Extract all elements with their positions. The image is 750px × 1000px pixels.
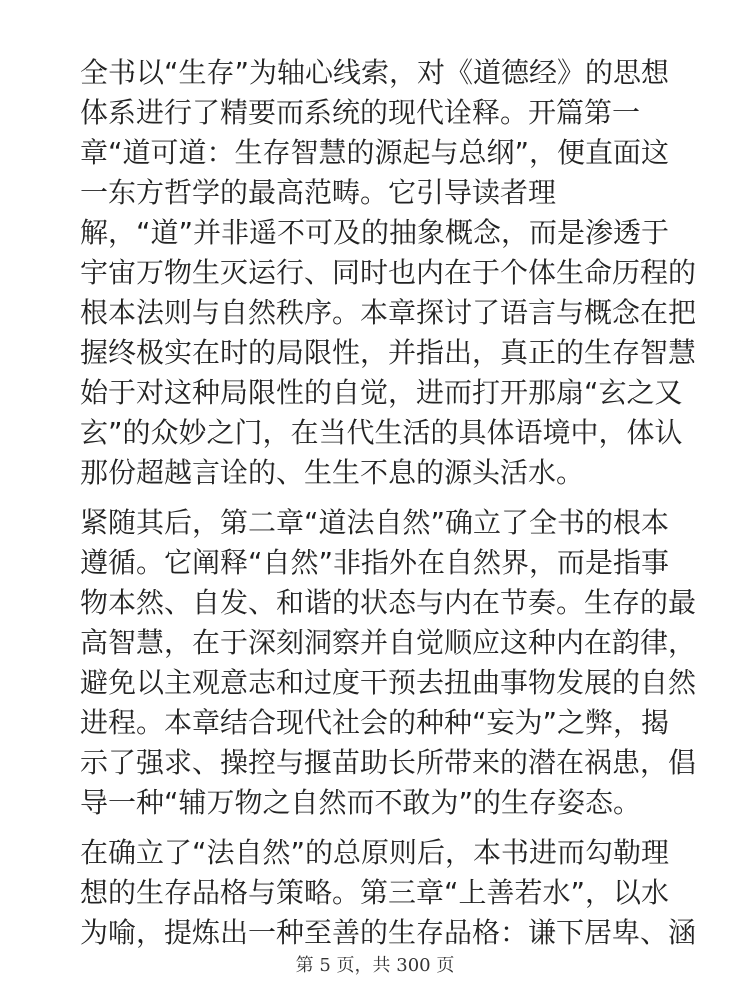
text-line: 玄”的众妙之门，在当代生活的具体语境中，体认 [80,416,683,449]
text-line: 那份超越言诠的、生生不息的源头活水。 [80,456,585,489]
paragraph-3 [80,833,697,953]
text-line: 进程。本章结合现代社会的种种“妄为”之弊，揭 [80,706,670,739]
text-line: 导一种“辅万物之自然而不敢为”的生存姿态。 [80,786,642,819]
text-line: 握终极实在时的局限性，并指出，真正的生存智慧 [80,336,697,369]
text-line: 紧随其后，第二章“道法自然”确立了全书的根本 [80,506,670,539]
text-line: 示了强求、操控与揠苗助长所带来的潜在祸患，倡 [80,746,697,779]
paragraph-1 [80,53,697,493]
text-line: 根本法则与自然秩序。本章探讨了语言与概念在把 [80,296,697,329]
page-number-footer: 第 5 页，共 300 页 [295,955,455,976]
text-line: 遵循。它阐释“自然”非指外在自然界，而是指事 [80,546,670,579]
text-line: 为喻，提炼出一种至善的生存品格：谦下居卑、涵 [80,916,697,949]
text-line: 想的生存品格与策略。第三章“上善若水”，以水 [80,876,670,909]
text-line: 高智慧，在于深刻洞察并自觉顺应这种内在韵律， [80,626,697,659]
text-line: 始于对这种局限性的自觉，进而打开那扇“玄之又 [80,376,683,409]
text-line: 宇宙万物生灭运行、同时也内在于个体生命历程的 [80,256,697,289]
paragraph-2 [80,503,697,823]
text-line: 体系进行了精要而系统的现代诠释。开篇第一 [80,96,641,129]
text-line: 解，“道”并非遥不可及的抽象概念，而是渗透于 [80,216,670,249]
text-line: 章“道可道：生存智慧的源起与总纲”，便直面这 [80,136,670,169]
text-line: 物本然、自发、和谐的状态与内在节奏。生存的最 [80,586,697,619]
text-line: 避免以主观意志和过度干预去扭曲事物发展的自然 [80,666,697,699]
body-text [80,53,697,963]
text-line: 一东方哲学的最高范畴。它引导读者理 [80,176,557,209]
text-line: 在确立了“法自然”的总原则后，本书进而勾勒理 [80,836,670,869]
text-line: 全书以“生存”为轴心线索，对《道德经》的思想 [80,56,670,89]
